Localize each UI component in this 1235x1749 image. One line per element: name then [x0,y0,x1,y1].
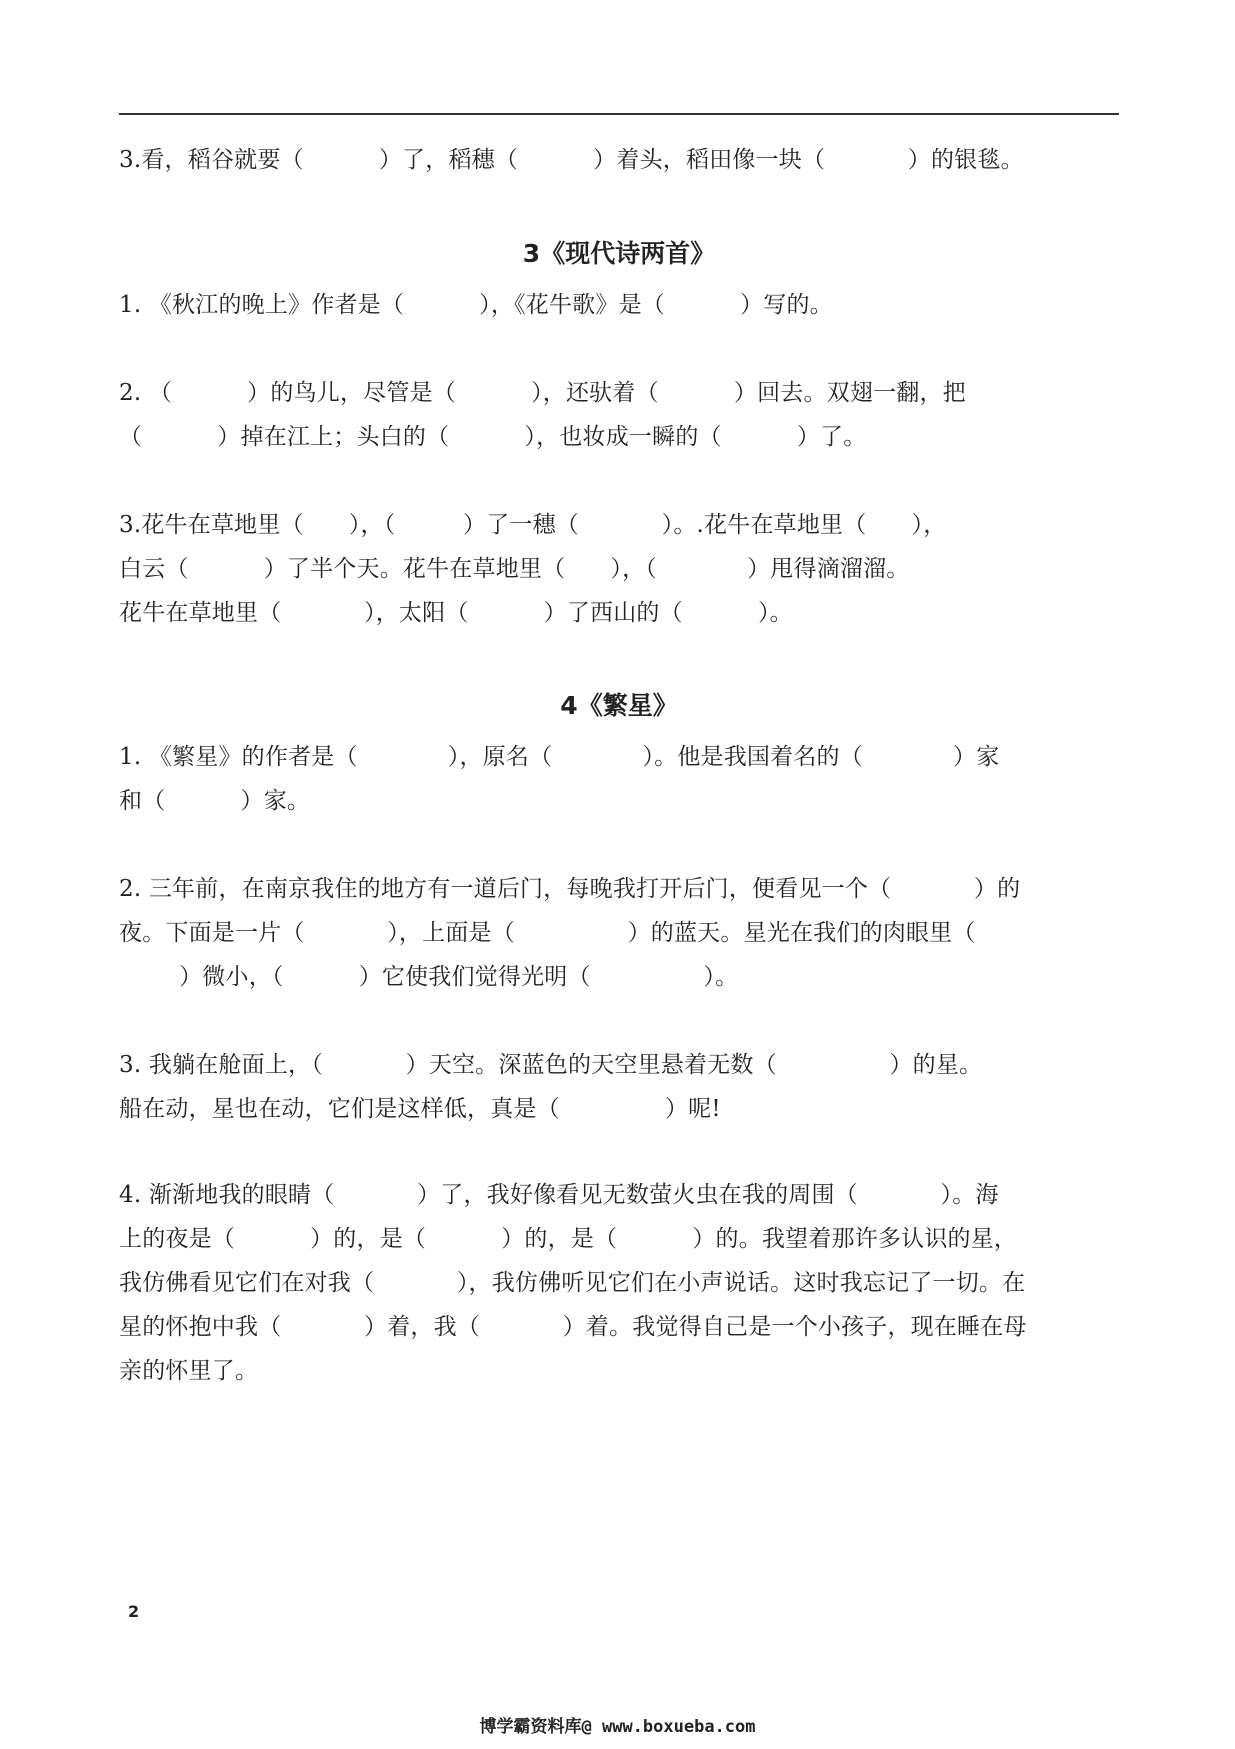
section2-question-3: 3.看，稻谷就要（ ）了，稻穗（ ）着头，稻田像一块（ ）的银毯。 [119,147,1024,173]
section4-question-3-line-1: 3. 我躺在舱面上，（ ）天空。深蓝色的天空里悬着无数（ ）的星。 [119,1052,983,1078]
section4-title: 4《繁星》 [560,691,678,720]
section4-question-4-line-4: 星的怀抱中我（ ）着，我（ ）着。我觉得自己是一个小孩子，现在睡在母 [119,1314,1027,1340]
top-rule [119,113,1119,115]
section4-question-2-line-2: 夜。下面是一片（ ），上面是（ ）的蓝天。星光在我们的肉眼里（ [119,920,976,946]
section3-question-3-line-1: 3.花牛在草地里（ ），（ ）了一穗（ ）。.花牛在草地里（ ）， [119,512,947,538]
section4-question-1-line-1: 1. 《繁星》的作者是（ ），原名（ ）。他是我国着名的（ ）家 [119,744,1000,770]
section4-question-1-line-2: 和（ ）家。 [119,788,311,814]
section4-question-4-line-5: 亲的怀里了。 [119,1358,259,1384]
section4-question-4-line-3: 我仿佛看见它们在对我（ ），我仿佛听见它们在小声说话。这时我忘记了一切。在 [119,1270,1026,1296]
section4-question-2-line-3: ）微小，（ ）它使我们觉得光明（ ）。 [119,964,739,990]
section3-question-2-line-1: 2. （ ）的鸟儿，尽管是（ ），还驮着（ ）回去。双翅一翻，把 [119,380,966,406]
section3-title: 3《现代诗两首》 [522,239,716,268]
section3-question-1: 1. 《秋江的晚上》作者是（ ），《花牛歌》是（ ）写的。 [119,292,833,318]
section4-question-4-line-2: 上的夜是（ ）的，是（ ）的，是（ ）的。我望着那许多认识的星， [119,1226,1018,1252]
footer-watermark: 博学霸资料库@ www.boxueba.com [479,1717,756,1737]
section3-question-2-line-2: （ ）掉在江上；头白的（ ），也妆成一瞬的（ ）了。 [119,424,867,450]
section4-question-4-line-1: 4. 渐渐地我的眼睛（ ）了，我好像看见无数萤火虫在我的周围（ ）。海 [119,1182,999,1208]
page-number: 2 [128,1602,140,1621]
section3-question-3-line-2: 白云（ ）了半个天。花牛在草地里（ ），（ ）甩得滴溜溜。 [119,556,910,582]
section3-question-3-line-3: 花牛在草地里（ ），太阳（ ）了西山的（ ）。 [119,600,793,626]
section4-question-2-line-1: 2. 三年前，在南京我住的地方有一道后门，每晚我打开后门，便看见一个（ ）的 [119,876,1021,902]
section4-question-3-line-2: 船在动，星也在动，它们是这样低，真是（ ）呢! [119,1096,721,1122]
